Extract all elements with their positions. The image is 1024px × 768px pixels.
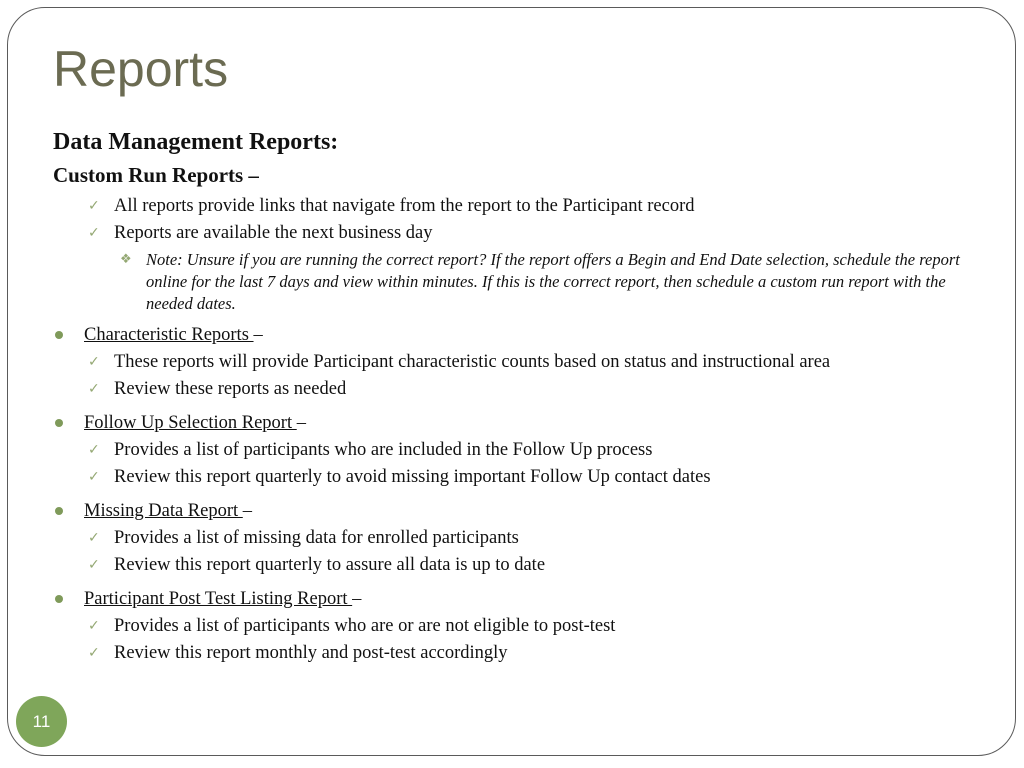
list-item [88,220,983,247]
participant-post-test-listing-report-link[interactable]: Participant Post Test Listing Report [84,588,353,609]
slide-title: Reports [53,41,229,97]
dash: – [296,412,306,433]
section-missing-data [53,497,983,579]
checkmark-icon: ✓ [88,197,100,214]
list-item [88,349,983,376]
slide-body [53,128,983,667]
dash: – [253,324,263,345]
section-title [53,497,983,525]
section-title [53,409,983,437]
list-item [88,376,983,403]
checkmark-icon: ✓ [88,353,100,370]
note-text: Note: Unsure if you are running the correct report? If the report offers a Begin and End Date selection, schedule the report online for the last 7 days and view within minutes. If this is the correct report, then schedule a custom run report with the needed dates. [146,249,960,313]
checkmark-icon: ✓ [88,224,100,241]
section-list [88,349,983,403]
list-item [88,525,983,552]
checkmark-icon: ✓ [88,644,100,661]
list-item [88,640,983,667]
list-item-text: Reports are available the next business day [114,222,433,243]
round-bullet-icon [55,331,63,339]
diamond-bullet-icon: ❖ [120,251,132,267]
list-item [88,193,983,220]
checkmark-icon: ✓ [88,556,100,573]
list-item-text: Review this report quarterly to avoid missing important Follow Up contact dates [114,466,711,487]
section-list [88,613,983,667]
round-bullet-icon [55,507,63,515]
list-item [88,437,983,464]
section-post-test [53,585,983,667]
checkmark-icon: ✓ [88,617,100,634]
round-bullet-icon [55,595,63,603]
section-characteristic [53,321,983,403]
list-item-text: Provides a list of missing data for enrolled participants [114,527,519,548]
list-item [88,552,983,579]
list-item-text: Provides a list of participants who are or are not eligible to post-test [114,615,616,636]
note-item [120,247,983,315]
section-list [88,437,983,491]
page-number-badge: 11 [16,696,67,747]
section-follow-up [53,409,983,491]
note-list [120,247,983,315]
dash: – [352,588,362,609]
follow-up-selection-report-link[interactable]: Follow Up Selection Report [84,412,297,433]
list-item-text: All reports provide links that navigate from the report to the Participant record [114,195,695,216]
list-item-text: These reports will provide Participant characteristic counts based on status and instructional area [114,351,831,372]
checkmark-icon: ✓ [88,529,100,546]
section-title [53,321,983,349]
missing-data-report-link[interactable]: Missing Data Report [84,500,243,521]
round-bullet-icon [55,419,63,427]
list-item [88,613,983,640]
list-item-text: Review this report quarterly to assure all data is up to date [114,554,546,575]
list-item-text: Provides a list of participants who are included in the Follow Up process [114,439,653,460]
list-item-text: Review these reports as needed [114,378,347,399]
section-heading: Data Management Reports: [53,129,339,155]
list-item-text: Review this report monthly and post-test accordingly [114,642,508,663]
section-title [53,585,983,613]
dash: – [242,500,253,521]
checkmark-icon: ✓ [88,380,100,397]
checkmark-icon: ✓ [88,468,100,485]
characteristic-reports-link[interactable]: Characteristic Reports [84,324,254,345]
list-item [88,464,983,491]
custom-run-heading: Custom Run Reports – [53,162,259,187]
checkmark-icon: ✓ [88,441,100,458]
section-list [88,525,983,579]
custom-run-list [88,193,983,247]
